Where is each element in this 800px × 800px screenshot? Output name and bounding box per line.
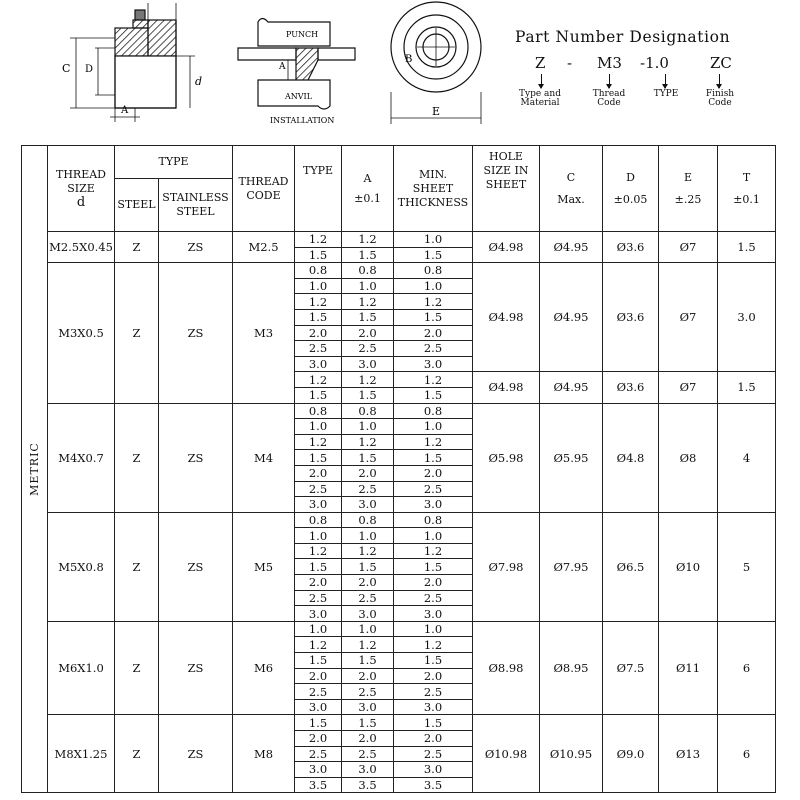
d-cell: Ø3.6: [603, 263, 659, 372]
min-sheet-cell: 2.5: [394, 684, 473, 700]
a-cell: 1.5: [342, 247, 394, 263]
steel-type-cell: Z: [115, 715, 159, 793]
min-sheet-cell: 1.0: [394, 232, 473, 248]
table-row: [22, 263, 776, 279]
type-cell: 1.2: [295, 543, 342, 559]
min-sheet-cell: 1.5: [394, 653, 473, 669]
min-sheet-cell: 1.2: [394, 434, 473, 450]
a-cell: 1.5: [342, 309, 394, 325]
type-cell: 2.0: [295, 465, 342, 481]
e-cell: Ø13: [659, 715, 718, 793]
type-cell: 1.2: [295, 637, 342, 653]
a-cell: 3.0: [342, 606, 394, 622]
pn-label-finish-code: Finish Code: [705, 89, 735, 108]
a-cell: 3.0: [342, 699, 394, 715]
header-thread-code: THREAD CODE: [233, 146, 295, 232]
c-cell: Ø4.95: [540, 232, 603, 263]
type-cell: 2.5: [295, 684, 342, 700]
header-steel: STEEL: [115, 179, 159, 232]
e-cell: Ø11: [659, 621, 718, 715]
type-cell: 0.8: [295, 263, 342, 279]
a-cell: 1.2: [342, 434, 394, 450]
a-cell: 2.5: [342, 746, 394, 762]
c-cell: Ø10.95: [540, 715, 603, 793]
type-cell: 3.0: [295, 497, 342, 513]
pn-arrow-4: [719, 74, 720, 88]
stainless-type-cell: ZS: [159, 621, 233, 715]
min-sheet-cell: 1.0: [394, 621, 473, 637]
min-sheet-cell: 3.0: [394, 699, 473, 715]
header-thread-size: THREAD SIZE d: [48, 146, 115, 232]
type-cell: 1.2: [295, 434, 342, 450]
hole-size-cell: Ø8.98: [473, 621, 540, 715]
pn-arrow-1: [541, 74, 542, 88]
a-cell: 3.0: [342, 762, 394, 778]
install-caption: INSTALLATION: [270, 116, 335, 125]
hole-size-cell: Ø7.98: [473, 512, 540, 621]
min-sheet-cell: 1.5: [394, 309, 473, 325]
type-cell: 1.5: [295, 559, 342, 575]
c-cell: Ø4.95: [540, 372, 603, 403]
c-cell: Ø7.95: [540, 512, 603, 621]
hole-size-cell: Ø4.98: [473, 263, 540, 372]
install-punch-label: PUNCH: [286, 30, 319, 39]
min-sheet-cell: 0.8: [394, 403, 473, 419]
steel-type-cell: Z: [115, 512, 159, 621]
steel-type-cell: Z: [115, 403, 159, 512]
type-cell: 1.2: [295, 232, 342, 248]
stainless-type-cell: ZS: [159, 232, 233, 263]
e-cell: Ø7: [659, 372, 718, 403]
a-cell: 2.0: [342, 575, 394, 591]
min-sheet-cell: 1.5: [394, 559, 473, 575]
pn-code-type: Z: [535, 54, 546, 72]
a-cell: 1.5: [342, 715, 394, 731]
min-sheet-cell: 2.5: [394, 341, 473, 357]
table-row: [22, 403, 776, 419]
min-sheet-cell: 2.5: [394, 590, 473, 606]
a-cell: 1.5: [342, 387, 394, 403]
min-sheet-cell: 2.0: [394, 325, 473, 341]
e-cell: Ø7: [659, 263, 718, 372]
a-cell: 1.0: [342, 278, 394, 294]
min-sheet-cell: 3.0: [394, 606, 473, 622]
a-cell: 2.5: [342, 481, 394, 497]
a-cell: 1.5: [342, 653, 394, 669]
steel-type-cell: Z: [115, 232, 159, 263]
min-sheet-cell: 2.0: [394, 731, 473, 747]
type-cell: 0.8: [295, 403, 342, 419]
a-cell: 3.5: [342, 777, 394, 793]
min-sheet-cell: 3.0: [394, 762, 473, 778]
type-cell: 3.0: [295, 606, 342, 622]
pn-code-finish: ZC: [710, 54, 732, 72]
min-sheet-cell: 2.0: [394, 575, 473, 591]
spec-table: [21, 145, 776, 793]
nut-label-d-lower: d: [195, 75, 203, 88]
t-cell: 6: [718, 715, 776, 793]
stainless-type-cell: ZS: [159, 512, 233, 621]
nut-label-a: A: [121, 105, 129, 116]
type-cell: 2.5: [295, 746, 342, 762]
min-sheet-cell: 2.5: [394, 481, 473, 497]
stainless-type-cell: ZS: [159, 263, 233, 403]
header-hole-size: HOLE SIZE IN SHEET: [473, 146, 540, 232]
install-a-label: A: [279, 62, 286, 72]
header-type2: TYPE: [295, 146, 342, 232]
t-cell: 3.0: [718, 263, 776, 372]
type-cell: 2.0: [295, 668, 342, 684]
type-cell: 1.2: [295, 294, 342, 310]
top-view-label-e: E: [432, 105, 441, 118]
d-cell: Ø3.6: [603, 372, 659, 403]
a-cell: 1.0: [342, 621, 394, 637]
type-cell: 1.0: [295, 278, 342, 294]
type-cell: 3.0: [295, 699, 342, 715]
type-cell: 1.0: [295, 528, 342, 544]
t-cell: 1.5: [718, 232, 776, 263]
min-sheet-cell: 1.2: [394, 543, 473, 559]
pn-code-thread: M3: [597, 54, 622, 72]
hole-size-cell: Ø4.98: [473, 372, 540, 403]
stainless-type-cell: ZS: [159, 715, 233, 793]
header-a: A ±0.1: [342, 146, 394, 232]
pn-label-type-material: Type and Material: [519, 89, 561, 108]
part-number-designation: [505, 28, 765, 128]
type-cell: 1.2: [295, 372, 342, 388]
a-cell: 1.2: [342, 543, 394, 559]
part-number-title: Part Number Designation: [515, 28, 731, 46]
d-cell: Ø4.8: [603, 403, 659, 512]
nut-cross-section-drawing: [70, 3, 195, 122]
t-cell: 1.5: [718, 372, 776, 403]
min-sheet-cell: 2.0: [394, 668, 473, 684]
a-cell: 0.8: [342, 512, 394, 528]
thread-code-cell: M3: [233, 263, 295, 403]
a-cell: 3.0: [342, 356, 394, 372]
min-sheet-cell: 1.2: [394, 637, 473, 653]
a-cell: 2.0: [342, 731, 394, 747]
thread-code-cell: M6: [233, 621, 295, 715]
type-cell: 1.5: [295, 715, 342, 731]
thread-size-cell: M4X0.7: [48, 403, 115, 512]
header-stainless-steel: STAINLESS STEEL: [159, 179, 233, 232]
thread-size-cell: M8X1.25: [48, 715, 115, 793]
a-cell: 1.2: [342, 372, 394, 388]
type-cell: 3.0: [295, 356, 342, 372]
thread-size-cell: M5X0.8: [48, 512, 115, 621]
d-cell: Ø3.6: [603, 232, 659, 263]
install-anvil-label: ANVIL: [285, 92, 313, 101]
type-cell: 1.5: [295, 309, 342, 325]
top-view-label-b: B: [405, 54, 413, 65]
type-cell: 1.5: [295, 387, 342, 403]
hole-size-cell: Ø5.98: [473, 403, 540, 512]
min-sheet-cell: 3.0: [394, 497, 473, 513]
a-cell: 1.2: [342, 637, 394, 653]
pn-label-type: TYPE: [653, 89, 679, 99]
metric-side-label: METRIC: [22, 146, 48, 793]
header-min-sheet: MIN. SHEET THICKNESS: [394, 146, 473, 232]
min-sheet-cell: 1.0: [394, 419, 473, 435]
thread-size-cell: M3X0.5: [48, 263, 115, 403]
steel-type-cell: Z: [115, 263, 159, 403]
table-row: [22, 512, 776, 528]
min-sheet-cell: 0.8: [394, 263, 473, 279]
type-cell: 1.5: [295, 247, 342, 263]
type-cell: 2.0: [295, 731, 342, 747]
pn-code-dash: -: [567, 54, 573, 72]
nut-label-d-upper: D: [85, 64, 94, 75]
min-sheet-cell: 1.2: [394, 294, 473, 310]
a-cell: 1.2: [342, 294, 394, 310]
a-cell: 1.5: [342, 450, 394, 466]
a-cell: 0.8: [342, 403, 394, 419]
min-sheet-cell: 1.5: [394, 387, 473, 403]
thread-code-cell: M2.5: [233, 232, 295, 263]
a-cell: 2.0: [342, 465, 394, 481]
header-c: C Max.: [540, 146, 603, 232]
t-cell: 6: [718, 621, 776, 715]
header-t: T ±0.1: [718, 146, 776, 232]
type-cell: 1.0: [295, 419, 342, 435]
e-cell: Ø8: [659, 403, 718, 512]
type-cell: 1.5: [295, 653, 342, 669]
a-cell: 2.0: [342, 325, 394, 341]
min-sheet-cell: 2.5: [394, 746, 473, 762]
min-sheet-cell: 2.0: [394, 465, 473, 481]
drawing-area: [0, 0, 800, 140]
type-cell: 1.0: [295, 621, 342, 637]
type-cell: 1.5: [295, 450, 342, 466]
min-sheet-cell: 3.0: [394, 356, 473, 372]
type-cell: 0.8: [295, 512, 342, 528]
min-sheet-cell: 0.8: [394, 512, 473, 528]
type-cell: 2.5: [295, 481, 342, 497]
a-cell: 1.2: [342, 232, 394, 248]
thread-size-cell: M2.5X0.45: [48, 232, 115, 263]
c-cell: Ø4.95: [540, 263, 603, 372]
thread-code-cell: M8: [233, 715, 295, 793]
thread-size-cell: M6X1.0: [48, 621, 115, 715]
a-cell: 2.5: [342, 590, 394, 606]
a-cell: 2.5: [342, 341, 394, 357]
header-e: E ±.25: [659, 146, 718, 232]
hole-size-cell: Ø4.98: [473, 232, 540, 263]
d-cell: Ø9.0: [603, 715, 659, 793]
type-cell: 3.0: [295, 762, 342, 778]
type-cell: 2.5: [295, 341, 342, 357]
min-sheet-cell: 1.5: [394, 715, 473, 731]
nut-label-c: C: [62, 62, 71, 75]
table-row: [22, 232, 776, 248]
a-cell: 0.8: [342, 263, 394, 279]
type-cell: 2.0: [295, 325, 342, 341]
min-sheet-cell: 1.0: [394, 278, 473, 294]
a-cell: 1.0: [342, 419, 394, 435]
a-cell: 1.5: [342, 559, 394, 575]
pn-code-size: -1.0: [640, 54, 669, 72]
header-type: TYPE: [115, 146, 233, 179]
pn-arrow-3: [665, 74, 666, 88]
steel-type-cell: Z: [115, 621, 159, 715]
d-cell: Ø7.5: [603, 621, 659, 715]
a-cell: 1.0: [342, 528, 394, 544]
min-sheet-cell: 1.5: [394, 450, 473, 466]
pn-label-thread-code: Thread Code: [592, 89, 626, 108]
min-sheet-cell: 3.5: [394, 777, 473, 793]
min-sheet-cell: 1.5: [394, 247, 473, 263]
type-cell: 3.5: [295, 777, 342, 793]
table-row: [22, 621, 776, 637]
c-cell: Ø8.95: [540, 621, 603, 715]
table-row: [22, 715, 776, 731]
d-cell: Ø6.5: [603, 512, 659, 621]
a-cell: 2.5: [342, 684, 394, 700]
type-cell: 2.0: [295, 575, 342, 591]
e-cell: Ø10: [659, 512, 718, 621]
a-cell: 2.0: [342, 668, 394, 684]
e-cell: Ø7: [659, 232, 718, 263]
stainless-type-cell: ZS: [159, 403, 233, 512]
a-cell: 3.0: [342, 497, 394, 513]
min-sheet-cell: 1.0: [394, 528, 473, 544]
c-cell: Ø5.95: [540, 403, 603, 512]
thread-code-cell: M4: [233, 403, 295, 512]
pn-arrow-2: [609, 74, 610, 88]
t-cell: 4: [718, 403, 776, 512]
t-cell: 5: [718, 512, 776, 621]
thread-code-cell: M5: [233, 512, 295, 621]
type-cell: 2.5: [295, 590, 342, 606]
hole-size-cell: Ø10.98: [473, 715, 540, 793]
header-d: D ±0.05: [603, 146, 659, 232]
min-sheet-cell: 1.2: [394, 372, 473, 388]
